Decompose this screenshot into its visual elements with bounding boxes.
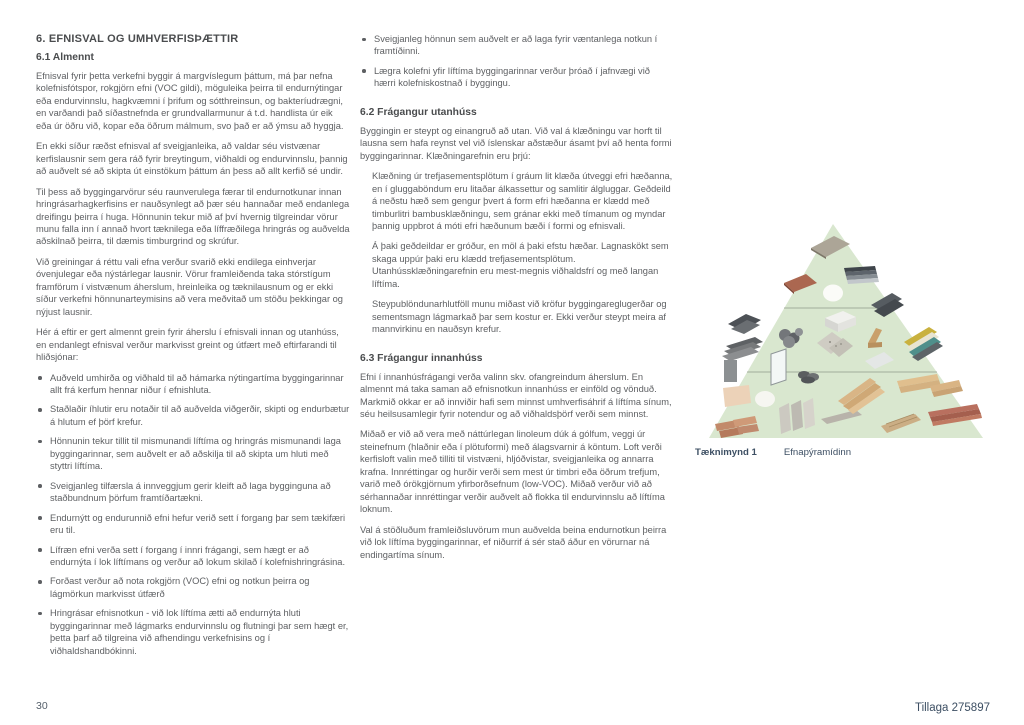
paragraph: Hér á eftir er gert almennt grein fyrir áherslu í efnisvali innan og utanhúss, en endanlegt efnisval verður markvisst greint og útfært með eftirfarandi til hliðsjónar: [36,327,339,363]
bullet-item: Auðveld umhirða og viðhald til að hámarka nýtingartíma byggingarinnar allt frá kerfum hennar niður í efnishluta. [36,372,350,397]
bullet-list-right [360,33,674,90]
section-heading-6-1: 6.1 Almennt [36,52,94,63]
paragraph: Efni í innanhúsfrágangi verða valinn skv. ofangreindum áherslum. En almennt má taka saman að efnisnotkun innanhúss er einföld og vönduð. Markmið okkar er að innviðir hafi sem minnst umhverfisáhrif á líftíma sínum, séu heilsusamlegir fyrir notendur og að viðhaldsþörf verði sem minnst. [360,371,672,419]
paragraph: Til þess að byggingarvörur séu raunverulega færar til endurnotkunar innan hringrásarhagkerfisins er nauðsynlegt að þær séu hannaðar með endanlega dreifingu þeirra í huga. Hönnunin tekur mið af því hvernig tilgreindar vörur munu falla inn í annað hvort tæknilega eða líffræðilega hringrás og auðvelda aðskilnað þeirra, til dæmis timburgrind og skrúfur. [36,186,350,247]
bullet-item: Sveigjanleg hönnun sem auðvelt er að laga fyrir væntanlega notkun í framtíðinni. [360,33,674,58]
bullet-item: Hönnunin tekur tillit til mismunandi líftíma og hringrás mismunandi laga byggingarinnar, sem auðvelt er að aðskilja til að skipta um hluti með styttri líftíma. [36,435,350,472]
bullet-item: Hringrásar efnisnotkun - við lok líftíma ætti að endurnýta hluti byggingarinnar með lágmarks endurvinnslu og flutningi þar sem hægt er, þetta þarf að tilgreina við afhendingu verkefnisins og í viðhaldshandbókinni. [36,607,350,657]
right-column [360,33,674,569]
paragraph: Efnisval fyrir þetta verkefni byggir á margvíslegum þáttum, má þar nefna kolefnisfótspor, rokgjörn efni (VOC gildi), möguleika þeirra til endurnýtingar eða endurvinnslu, hagkvæmni í þrifum og sótthreinsun, og bakteríudrægni, en varðandi það síðastnefnda er grundvallarmunur á t.d. handlista úr eik eða úr öðru við, kopar eða öðrum málmum, svo það er að ýmsu að hyggja. [36,71,344,131]
paragraph: Á þaki geðdeildar er gróður, en möl á þaki efstu hæðar. Lagnaskökt sem skaga uppúr þaki eru klædd trefjasementsplötum. Utanhússklæðningarefnin eru mest-megnis viðhaldsfrí og með langan líftíma. [372,241,669,289]
section-heading-6-3: 6.3 Frágangur innanhúss [360,352,483,364]
bullet-list-left [36,372,350,658]
section-heading-6-2: 6.2 Frágangur utanhúss [360,106,477,118]
glass-door-thumb [771,349,786,385]
indented-block [372,170,674,335]
paragraph: En ekki síður ræðst efnisval af sveigjanleika, að valdar séu vistvænar kerfislausnir sem gera ráð fyrir breytingum, viðhaldi og endurvinnslu, þannig að auðvelt sé að skipta út einstökum þáttum án þess að allt kerfið sé undir. [36,141,348,177]
metal-plate-thumb [724,360,737,382]
figure-caption [695,447,851,458]
round-tile-thumb [755,391,775,407]
metal-swatch-strip-thumb [844,266,879,284]
figure-caption-text: Efnapýramídinn [783,447,852,458]
bullet-item: Endurnýtt og endurunnið efni hefur verið sett í forgang þar sem tækifæri eru til. [36,512,350,537]
proposal-number: Tillaga 275897 [914,702,990,714]
bullet-item: Lífræn efni verða sett í forgang í innri frágangi, sem hægt er að endurnýta í lok líftímans og verður að lokum skilað í kolefnishringrásina. [36,544,350,569]
material-pyramid-figure [692,196,994,446]
left-column [36,33,350,664]
bullet-item: Lægra kolefni yfir líftíma byggingarinnar verður þróað í jafnvægi við hærri kolefniskostnað í byggingu. [360,65,674,90]
bullet-item: Sveigjanleg tilfærsla á innveggjum gerir kleift að laga bygginguna að staðbundnum þörfum framtíðartækni. [36,480,350,505]
round-panel-thumb [823,285,843,302]
bullet-item: Forðast verður að nota rokgjörn (VOC) efni og notkun þeirra og lágmörkun markvisst útfærð [36,575,350,600]
paragraph: Byggingin er steypt og einangruð að utan. Við val á klæðningu var horft til lausna sem hafa reynst vel við íslenskar aðstæður ásamt því að henta formi byggingarinnar. Klæðningarefnin eru þrjú: [360,125,672,161]
figure-caption-label: Tæknimynd 1 [695,447,757,458]
paragraph: Miðað er við að vera með náttúrlegan linoleum dúk á gólfum, veggi úr steinefnum (hlaðnir eða í plötuformi) með álagsvarnir á köntum. Loft verði kerfisloft valin með tilliti til vistvæni, hljóðvistar, sveigjanleika og annarra krafna. Innréttingar og hurðir verði sem mest úr timbri eða öðrum trefjum, varið með órökgjörnum yfirborðsefnum (low-VOC). Miðað verður við að sérhannaðar innréttingar verðir auðvelt að flokka til endurvinnslu að líftíma loknum. [360,429,665,515]
section-heading-6: 6. EFNISVAL OG UMHVERFISÞÆTTIR [36,33,239,45]
paragraph: Við greiningar á réttu vali efna verður svarið ekki endilega einhverjar óvenjulegar eða nýstárlegar lausnir. Vörur framleiðenda taka stórstígum framförum í vistvænum áherslum, hreinleika og tæknilausnum og er ekki síður verkefni hönnunarteymisins að vera meðvitað um stöðu þekkingar og nýjust lausnir. [36,256,343,317]
material-pyramid-illustration [692,196,994,446]
paragraph: Val á stöðluðum framleiðsluvörum mun auðvelda beina endurnotkun þeirra við lok líftíma byggingarinnar, ef niðurrif á sér stað áður en vörurnar ná endingartíma sínum. [360,524,667,560]
paragraph: Klæðning úr trefjasementsplötum í gráum lit klæða útveggi efri hæðanna, en í gluggaböndum eru litaðar álkassettur og samlitir álgluggar. Geðdeild á neðstu hæð sem gengur þvert á form efri hæðanna er klædd með timburlitri bambusklæðningu, sem gránar ekki með tímanum og myndar þannig uppbrot á móti efri hæðunum bæði í formi og efnisvali. [372,171,673,231]
dark-folded-sheet-thumb [728,314,761,334]
paragraph: Steypublöndunarhlutföll munu miðast við kröfur byggingareglugerðar og sementsmagn lágmarkað þar sem kostur er. Ekki verður steypt meira af mannvirkinu en nauðsyn krefur. [372,299,667,335]
bullet-item: Staðlaðir íhlutir eru notaðir til að auðvelda viðgerðir, skipti og endurbætur á hlutum ef þörf krefur. [36,403,350,428]
page-number: 30 [36,700,48,712]
